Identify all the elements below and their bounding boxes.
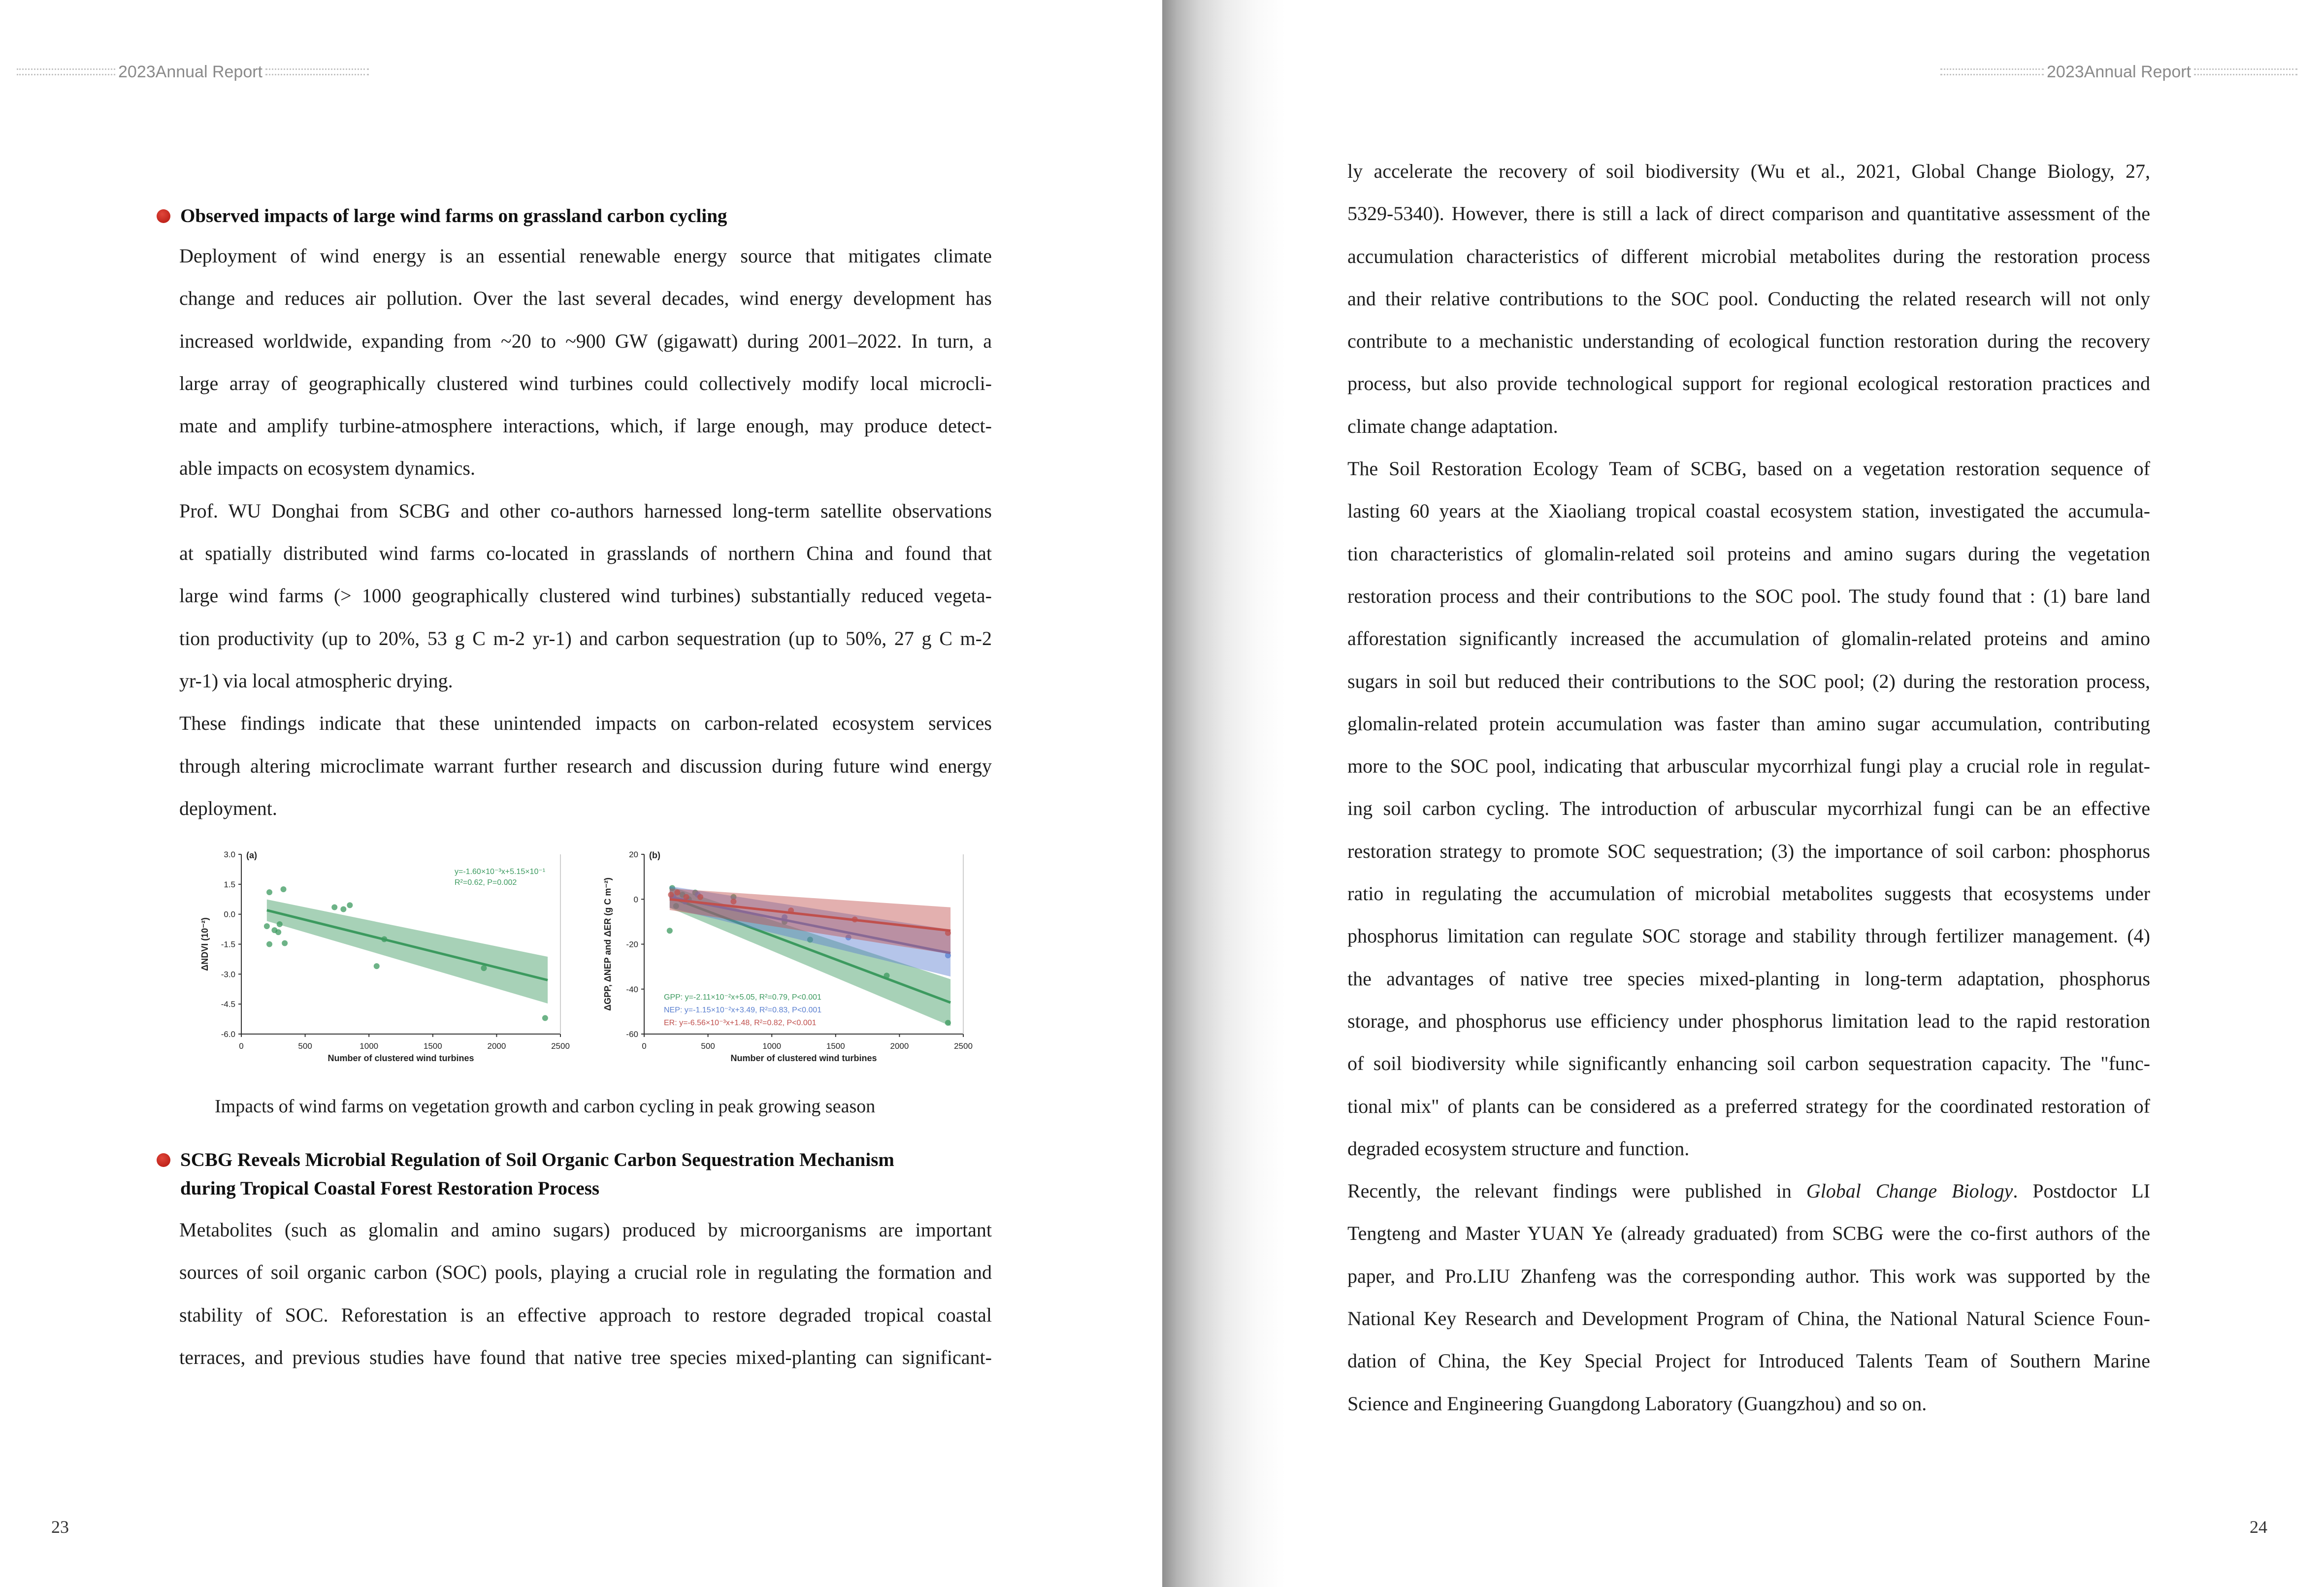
text-line: process, but also provide technological support for regional ecological restoration practices and	[1347, 372, 2150, 395]
data-point-ER	[730, 899, 736, 905]
y-tick-label: -20	[626, 939, 638, 949]
text-line: Metabolites (such as glomalin and amino sugars) produced by microorganisms are important	[179, 1219, 992, 1241]
text-line: restoration process and their contributions to the SOC pool. The study found that : (1) bare land	[1347, 584, 2150, 607]
text-line: and their relative contributions to the SOC pool. Conducting the related research will not only	[1347, 287, 2150, 310]
header-title: 2023Annual Report	[2047, 62, 2192, 81]
chart-panel-a	[200, 850, 570, 1063]
x-tick-label: 1000	[360, 1041, 379, 1051]
data-point-ΔNDVI	[347, 902, 353, 908]
bullet-icon	[157, 209, 170, 223]
y-tick-label: -1.5	[221, 939, 235, 949]
x-tick-label: 500	[701, 1041, 715, 1051]
data-point-ΔNDVI	[331, 904, 337, 910]
text-line: paper, and Pro.LIU Zhanfeng was the corresponding author. This work was supported by the	[1347, 1264, 2150, 1287]
text-line: National Key Research and Development Program of China, the National Natural Science Foun-	[1347, 1307, 2150, 1330]
text-line: stability of SOC. Reforestation is an effective approach to restore degraded tropical coastal	[179, 1303, 992, 1326]
text-line: large array of geographically clustered wind turbines could collectively modify local microcli-	[179, 372, 992, 394]
data-point-ΔNDVI	[266, 941, 272, 947]
text-line: Prof. WU Donghai from SCBG and other co-authors harnessed long-term satellite observations	[179, 499, 992, 522]
x-tick-label: 1500	[423, 1041, 442, 1051]
section-heading-text: Observed impacts of large wind farms on grassland carbon cycling	[180, 205, 727, 227]
text-line: storage, and phosphorus use efficiency under phosphorus limitation lead to the rapid restoration	[1347, 1009, 2150, 1032]
x-tick-label: 2500	[954, 1041, 973, 1051]
section-body	[179, 235, 992, 830]
data-point-ΔNDVI	[282, 940, 288, 946]
y-axis-label: ΔGPP, ΔNEP and ΔER (g C m⁻²)	[603, 877, 613, 1011]
text-segment: . Postdoctor LI	[2013, 1180, 2150, 1202]
data-point-ΔNDVI	[481, 965, 487, 971]
text-line: accumulation characteristics of different microbial metabolites during the restoration process	[1347, 245, 2150, 267]
text-line	[1347, 1170, 2150, 1212]
text-line: ing soil carbon cycling. The introduction of arbuscular mycorrhizal fungi can be an effective	[1347, 797, 2150, 820]
y-tick-label: -40	[626, 984, 638, 994]
text-line: lasting 60 years at the Xiaoliang tropical coastal ecosystem station, investigated the accumula-	[1347, 500, 2150, 522]
data-point-ΔNDVI	[264, 923, 270, 929]
text-line: degraded ecosystem structure and function.	[1347, 1137, 1690, 1160]
x-tick-label: 1500	[826, 1041, 845, 1051]
text-line: change and reduces air pollution. Over the last several decades, wind energy development has	[179, 287, 992, 310]
y-tick-label: 0.0	[224, 909, 235, 919]
fit-stats: R²=0.62, P=0.002	[455, 878, 517, 887]
text-line: climate change adaptation.	[1347, 415, 1558, 437]
confidence-band-ΔNDVI	[267, 900, 548, 1004]
data-point-ER	[668, 892, 674, 898]
header-dots-left	[1940, 68, 2044, 75]
text-line: large wind farms (> 1000 geographically clustered wind turbines) substantially reduced vegeta-	[179, 584, 992, 607]
series-label-ER: ER: y=-6.56×10⁻³x+1.48, R²=0.82, P<0.001	[664, 1019, 817, 1027]
text-line: increased worldwide, expanding from ~20 to ~900 GW (gigawatt) during 2001–2022. In turn, a	[179, 329, 992, 352]
y-tick-label: -6.0	[221, 1030, 235, 1039]
fit-equation: y=-1.60×10⁻³x+5.15×10⁻¹	[455, 868, 546, 876]
text-line: ly accelerate the recovery of soil biodiversity (Wu et al., 2021, Global Change Biology, 27,	[1347, 160, 2150, 182]
text-line: tion characteristics of glomalin-related soil proteins and amino sugars during the vegetation	[1347, 542, 2150, 565]
text-line: These findings indicate that these unintended impacts on carbon-related ecosystem services	[179, 712, 992, 735]
text-line: tion productivity (up to 20%, 53 g C m-2 yr-1) and carbon sequestration (up to 50%, 27 g C m-2	[179, 627, 992, 649]
text-line: contribute to a mechanistic understanding of ecological function restoration during the recovery	[1347, 330, 2150, 353]
running-header	[17, 62, 369, 82]
x-axis-label: Number of clustered wind turbines	[730, 1053, 877, 1063]
x-tick-label: 2000	[890, 1041, 909, 1051]
text-line: afforestation significantly increased the accumulation of glomalin-related proteins and amino	[1347, 627, 2150, 650]
data-point-ΔNDVI	[281, 886, 287, 892]
panel-label: (a)	[246, 850, 257, 860]
x-tick-label: 2000	[487, 1041, 506, 1051]
x-axis-label: Number of clustered wind turbines	[327, 1053, 474, 1063]
chart-panel-b	[603, 850, 973, 1063]
section-heading-2-line1: SCBG Reveals Microbial Regulation of Soil Organic Carbon Sequestration Mechanism	[180, 1149, 894, 1170]
y-tick-label: 20	[629, 850, 638, 859]
data-point-ΔNDVI	[374, 963, 380, 969]
data-point-GPP	[667, 928, 673, 934]
text-line: phosphorus limitation can regulate SOC storage and stability through fertilizer management. (4)	[1347, 925, 2150, 947]
data-point-ER	[674, 890, 680, 896]
section-2-body	[179, 1209, 992, 1379]
header-dots-right	[2194, 68, 2297, 75]
text-line: terraces, and previous studies have found that native tree species mixed-planting can significant-	[179, 1346, 992, 1368]
text-line: of soil biodiversity while significantly enhancing soil carbon sequestration capacity. The "func-	[1347, 1052, 2150, 1075]
series-label-GPP: GPP: y=-2.11×10⁻²x+5.05, R²=0.79, P<0.001	[664, 993, 821, 1002]
page-number: 24	[2250, 1517, 2267, 1537]
text-line: Science and Engineering Guangdong Laboratory (Guangzhou) and so on.	[1347, 1392, 1927, 1415]
text-line: yr-1) via local atmospheric drying.	[179, 669, 453, 692]
text-line: Deployment of wind energy is an essential renewable energy source that mitigates climate	[179, 245, 992, 267]
x-tick-label: 2500	[551, 1041, 570, 1051]
text-line: sugars in soil but reduced their contributions to the SOC pool; (2) during the restoration process,	[1347, 670, 2150, 692]
y-tick-label: 1.5	[224, 879, 235, 889]
header-dots-left	[17, 68, 115, 75]
text-line: through altering microclimate warrant further research and discussion during future wind energy	[179, 754, 992, 777]
y-tick-label: 0	[633, 895, 638, 905]
text-segment: Recently, the relevant findings were published in	[1347, 1180, 1806, 1202]
article-body	[1347, 150, 2150, 1425]
text-line: more to the SOC pool, indicating that arbuscular mycorrhizal fungi play a crucial role in regulat-	[1347, 755, 2150, 777]
data-point-ΔNDVI	[542, 1015, 548, 1021]
fit-line-ΔNDVI	[267, 910, 548, 980]
section-heading-2-line2: during Tropical Coastal Forest Restoration Process	[180, 1178, 600, 1199]
text-line: 5329-5340). However, there is still a lack of direct comparison and quantitative assessment of the	[1347, 202, 2150, 225]
y-tick-label: -3.0	[221, 970, 235, 979]
wind-farm-figure	[182, 842, 985, 1083]
series-label-NEP: NEP: y=-1.15×10⁻²x+3.49, R²=0.83, P<0.001	[664, 1006, 822, 1014]
y-tick-label: -60	[626, 1030, 638, 1039]
data-point-ER	[697, 894, 703, 900]
data-point-ΔNDVI	[277, 921, 283, 927]
journal-name: Global Change Biology	[1806, 1180, 2013, 1202]
x-tick-label: 0	[642, 1041, 647, 1051]
x-tick-label: 500	[298, 1041, 312, 1051]
bullet-icon	[157, 1153, 170, 1167]
data-point-ΔNDVI	[275, 929, 281, 935]
text-line: restoration strategy to promote SOC sequestration; (3) the importance of soil carbon: phosphorus	[1347, 840, 2150, 862]
data-point-ΔNDVI	[340, 907, 346, 912]
text-line: the advantages of native tree species mixed-planting in long-term adaptation, phosphorus	[1347, 967, 2150, 990]
text-line: tional mix" of plants can be considered as a preferred strategy for the coordinated restoration of	[1347, 1095, 2150, 1117]
x-tick-label: 0	[239, 1041, 244, 1051]
data-point-ΔNDVI	[266, 889, 272, 895]
data-point-ER	[684, 894, 689, 900]
text-line: mate and amplify turbine-atmosphere interactions, which, if large enough, may produce detect-	[179, 415, 992, 437]
section-heading-2	[157, 1146, 894, 1203]
section-heading	[157, 202, 727, 230]
text-line: deployment.	[179, 797, 277, 819]
x-tick-label: 1000	[762, 1041, 782, 1051]
text-line: Tengteng and Master YUAN Ye (already graduated) from SCBG were the co-first authors of the	[1347, 1222, 2150, 1245]
text-line: The Soil Restoration Ecology Team of SCBG, based on a vegetation restoration sequence of	[1347, 457, 2150, 480]
panel-label: (b)	[649, 850, 660, 860]
header-dots-right	[265, 68, 369, 75]
page-number: 23	[51, 1517, 69, 1537]
y-tick-label: -4.5	[221, 1000, 235, 1009]
text-line: sources of soil organic carbon (SOC) pools, playing a crucial role in regulating the formation and	[179, 1261, 992, 1284]
figure-caption: Impacts of wind farms on vegetation growth and carbon cycling in peak growing season	[215, 1096, 876, 1117]
text-line: able impacts on ecosystem dynamics.	[179, 457, 475, 480]
text-line: at spatially distributed wind farms co-located in grasslands of northern China and found that	[179, 542, 992, 565]
right-page	[1162, 0, 2324, 1587]
text-line: ratio in regulating the accumulation of microbial metabolites suggests that ecosystems under	[1347, 882, 2150, 905]
text-line: glomalin-related protein accumulation was faster than amino sugar accumulation, contributing	[1347, 712, 2150, 735]
y-axis-label: ΔNDVI (10⁻²)	[200, 917, 210, 971]
data-point-GPP	[945, 1020, 951, 1026]
running-header	[1940, 62, 2297, 82]
header-title: 2023Annual Report	[118, 62, 263, 81]
y-tick-label: 3.0	[224, 850, 235, 859]
text-line: dation of China, the Key Special Project for Introduced Talents Team of Southern Marine	[1347, 1350, 2150, 1372]
